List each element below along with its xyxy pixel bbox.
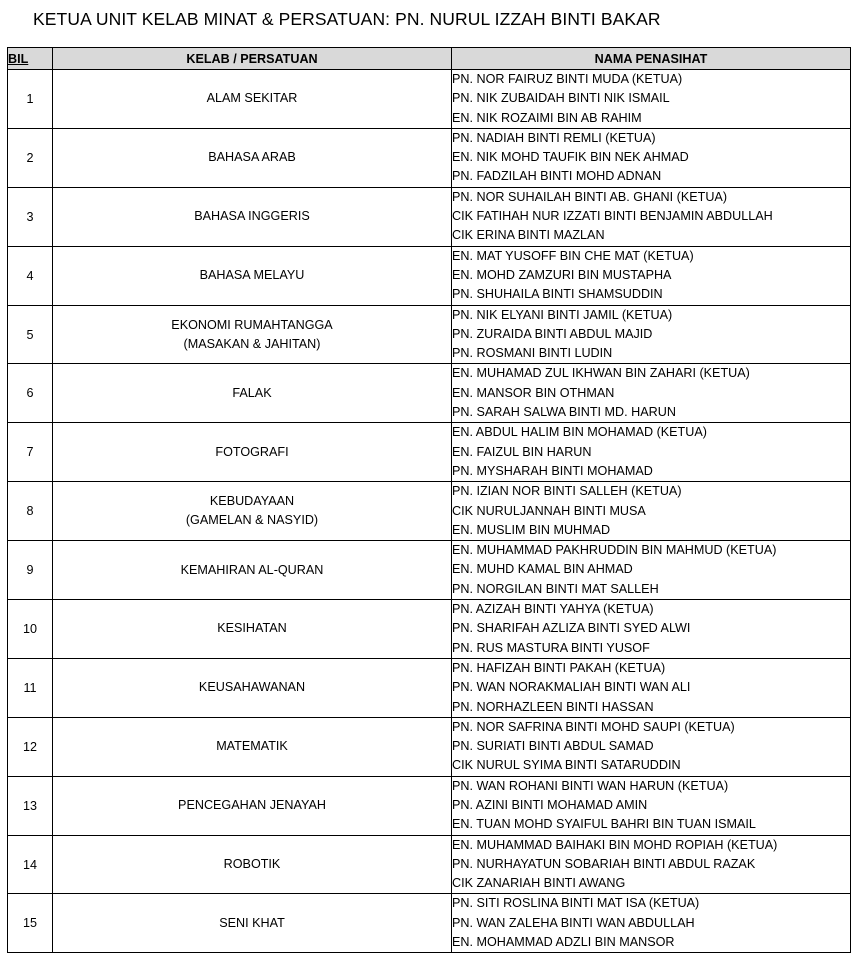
advisor-name: EN. MOHAMMAD ADZLI BIN MANSOR xyxy=(452,935,675,950)
advisors-cell xyxy=(452,717,851,776)
club-name-line: KEMAHIRAN AL-QURAN xyxy=(180,562,324,577)
club-name-line: KEBUDAYAAN xyxy=(209,494,295,509)
advisors-cell xyxy=(452,894,851,953)
advisor-name: EN. TUAN MOHD SYAIFUL BAHRI BIN TUAN ISMAIL xyxy=(452,817,756,832)
advisor-name: CIK ERINA BINTI MAZLAN xyxy=(452,228,605,243)
advisor-name: PN. FADZILAH BINTI MOHD ADNAN xyxy=(452,169,662,184)
advisor-name: PN. NORHAZLEEN BINTI HASSAN xyxy=(452,699,654,714)
row-number: 4 xyxy=(8,246,53,305)
club-name-line: SENI KHAT xyxy=(219,915,285,930)
club-name-cell xyxy=(53,423,452,482)
advisor-name: PN. SHUHAILA BINTI SHAMSUDDIN xyxy=(452,287,663,302)
club-name-cell xyxy=(53,364,452,423)
advisor-name-ketua: PN. NOR SAFRINA BINTI MOHD SAUPI (KETUA) xyxy=(452,719,735,734)
advisor-name: CIK FATIHAH NUR IZZATI BINTI BENJAMIN ABDULLAH xyxy=(452,209,773,224)
advisor-name-ketua: PN. AZIZAH BINTI YAHYA (KETUA) xyxy=(452,602,654,617)
club-name-line: ROBOTIK xyxy=(223,857,281,872)
club-name-cell xyxy=(53,70,452,129)
advisor-name: EN. MUSLIM BIN MUHMAD xyxy=(452,522,611,537)
column-header-bil: BIL xyxy=(8,48,53,70)
row-number: 11 xyxy=(8,658,53,717)
club-name-cell xyxy=(53,600,452,659)
advisor-name: CIK NURULJANNAH BINTI MUSA xyxy=(452,503,646,518)
row-number: 14 xyxy=(8,835,53,894)
advisor-name-ketua: EN. MAT YUSOFF BIN CHE MAT (KETUA) xyxy=(452,248,694,263)
table-row xyxy=(8,423,851,482)
advisor-name-ketua: PN. NOR FAIRUZ BINTI MUDA (KETUA) xyxy=(452,72,683,86)
advisors-cell xyxy=(452,305,851,364)
table-row xyxy=(8,187,851,246)
club-name-line: KEUSAHAWANAN xyxy=(198,680,306,695)
advisor-name: EN. MOHD ZAMZURI BIN MUSTAPHA xyxy=(452,267,672,282)
advisor-name: PN. NORGILAN BINTI MAT SALLEH xyxy=(452,581,659,596)
table-row xyxy=(8,658,851,717)
advisor-name-ketua: EN. MUHAMMAD BAIHAKI BIN MOHD ROPIAH (KETUA) xyxy=(452,837,778,852)
table-row xyxy=(8,364,851,423)
club-name-cell xyxy=(53,246,452,305)
table-row xyxy=(8,70,851,129)
table-row xyxy=(8,128,851,187)
row-number: 13 xyxy=(8,776,53,835)
advisor-name-ketua: PN. NIK ELYANI BINTI JAMIL (KETUA) xyxy=(452,307,673,322)
advisors-cell xyxy=(452,835,851,894)
table-row xyxy=(8,776,851,835)
club-name-cell xyxy=(53,541,452,600)
advisor-name-ketua: EN. ABDUL HALIM BIN MOHAMAD (KETUA) xyxy=(452,425,707,440)
club-name-line: FOTOGRAFI xyxy=(215,444,289,459)
advisors-cell xyxy=(452,70,851,129)
advisor-name: PN. ROSMANI BINTI LUDIN xyxy=(452,346,613,361)
club-name-line: MATEMATIK xyxy=(216,739,288,754)
advisor-name: PN. SHARIFAH AZLIZA BINTI SYED ALWI xyxy=(452,621,691,636)
advisor-name: PN. WAN NORAKMALIAH BINTI WAN ALI xyxy=(452,680,691,695)
column-header-advisors: NAMA PENASIHAT xyxy=(452,48,851,70)
advisor-name: PN. NIK ZUBAIDAH BINTI NIK ISMAIL xyxy=(452,91,670,106)
advisor-name-ketua: PN. NOR SUHAILAH BINTI AB. GHANI (KETUA) xyxy=(452,189,728,204)
table-body xyxy=(8,70,851,953)
advisor-name: EN. MANSOR BIN OTHMAN xyxy=(452,385,615,400)
row-number: 15 xyxy=(8,894,53,953)
advisor-name: PN. AZINI BINTI MOHAMAD AMIN xyxy=(452,797,648,812)
row-number: 5 xyxy=(8,305,53,364)
advisors-cell xyxy=(452,128,851,187)
club-name-line: FALAK xyxy=(232,385,272,400)
club-name-line: (MASAKAN & JAHITAN) xyxy=(183,336,321,351)
club-name-line: BAHASA INGGERIS xyxy=(194,209,310,224)
advisor-name-ketua: PN. HAFIZAH BINTI PAKAH (KETUA) xyxy=(452,660,666,675)
table-row xyxy=(8,835,851,894)
advisors-cell xyxy=(452,246,851,305)
club-name-line: BAHASA ARAB xyxy=(208,150,296,165)
club-advisor-table xyxy=(7,47,851,953)
advisors-cell xyxy=(452,187,851,246)
row-number: 12 xyxy=(8,717,53,776)
club-name-cell xyxy=(53,776,452,835)
advisors-cell xyxy=(452,541,851,600)
club-name-cell xyxy=(53,835,452,894)
table-row xyxy=(8,600,851,659)
advisor-name-ketua: EN. MUHAMAD ZUL IKHWAN BIN ZAHARI (KETUA) xyxy=(452,366,750,381)
table-header-row xyxy=(8,48,851,70)
row-number: 6 xyxy=(8,364,53,423)
advisor-name: EN. NIK MOHD TAUFIK BIN NEK AHMAD xyxy=(452,150,689,165)
advisor-name: PN. WAN ZALEHA BINTI WAN ABDULLAH xyxy=(452,915,695,930)
advisor-name: PN. MYSHARAH BINTI MOHAMAD xyxy=(452,463,653,478)
club-name-line: EKONOMI RUMAHTANGGA xyxy=(171,317,333,332)
advisor-name-ketua: EN. MUHAMMAD PAKHRUDDIN BIN MAHMUD (KETUA) xyxy=(452,543,777,558)
club-name-line: BAHASA MELAYU xyxy=(199,268,305,283)
club-name-cell xyxy=(53,482,452,541)
row-number: 7 xyxy=(8,423,53,482)
club-name-line: PENCEGAHAN JENAYAH xyxy=(178,798,326,813)
table-row xyxy=(8,717,851,776)
advisor-name: PN. ZURAIDA BINTI ABDUL MAJID xyxy=(452,326,653,341)
row-number: 10 xyxy=(8,600,53,659)
advisors-cell xyxy=(452,658,851,717)
advisor-name: EN. FAIZUL BIN HARUN xyxy=(452,444,592,459)
advisors-cell xyxy=(452,423,851,482)
advisors-cell xyxy=(452,776,851,835)
club-name-cell xyxy=(53,658,452,717)
advisor-name-ketua: PN. SITI ROSLINA BINTI MAT ISA (KETUA) xyxy=(452,896,700,911)
club-name-cell xyxy=(53,717,452,776)
row-number: 2 xyxy=(8,128,53,187)
advisor-name-ketua: PN. WAN ROHANI BINTI WAN HARUN (KETUA) xyxy=(452,778,729,793)
club-name-cell xyxy=(53,128,452,187)
table-row xyxy=(8,246,851,305)
club-name-line: (GAMELAN & NASYID) xyxy=(185,513,319,528)
row-number: 9 xyxy=(8,541,53,600)
advisor-name-ketua: PN. NADIAH BINTI REMLI (KETUA) xyxy=(452,130,656,145)
club-name-line: ALAM SEKITAR xyxy=(206,91,298,106)
table-row xyxy=(8,541,851,600)
table-row xyxy=(8,482,851,541)
club-name-line: KESIHATAN xyxy=(217,621,287,636)
advisor-name: CIK NURUL SYIMA BINTI SATARUDDIN xyxy=(452,758,681,773)
advisor-name-ketua: PN. IZIAN NOR BINTI SALLEH (KETUA) xyxy=(452,484,682,499)
advisor-name: PN. SURIATI BINTI ABDUL SAMAD xyxy=(452,739,654,754)
advisors-cell xyxy=(452,364,851,423)
table-row xyxy=(8,305,851,364)
advisor-name: PN. SARAH SALWA BINTI MD. HARUN xyxy=(452,405,676,420)
column-header-club: KELAB / PERSATUAN xyxy=(53,48,452,70)
club-name-cell xyxy=(53,187,452,246)
row-number: 8 xyxy=(8,482,53,541)
page-heading: KETUA UNIT KELAB MINAT & PERSATUAN: PN. NURUL IZZAH BINTI BAKAR xyxy=(33,9,661,29)
advisor-name: PN. NURHAYATUN SOBARIAH BINTI ABDUL RAZAK xyxy=(452,856,756,871)
advisor-name: CIK ZANARIAH BINTI AWANG xyxy=(452,876,626,891)
club-name-cell xyxy=(53,894,452,953)
row-number: 3 xyxy=(8,187,53,246)
advisor-name: PN. RUS MASTURA BINTI YUSOF xyxy=(452,640,650,655)
row-number: 1 xyxy=(8,70,53,129)
advisor-name: EN. MUHD KAMAL BIN AHMAD xyxy=(452,562,633,577)
table-row xyxy=(8,894,851,953)
club-name-cell xyxy=(53,305,452,364)
advisors-cell xyxy=(452,600,851,659)
advisors-cell xyxy=(452,482,851,541)
advisor-name: EN. NIK ROZAIMI BIN AB RAHIM xyxy=(452,110,642,125)
